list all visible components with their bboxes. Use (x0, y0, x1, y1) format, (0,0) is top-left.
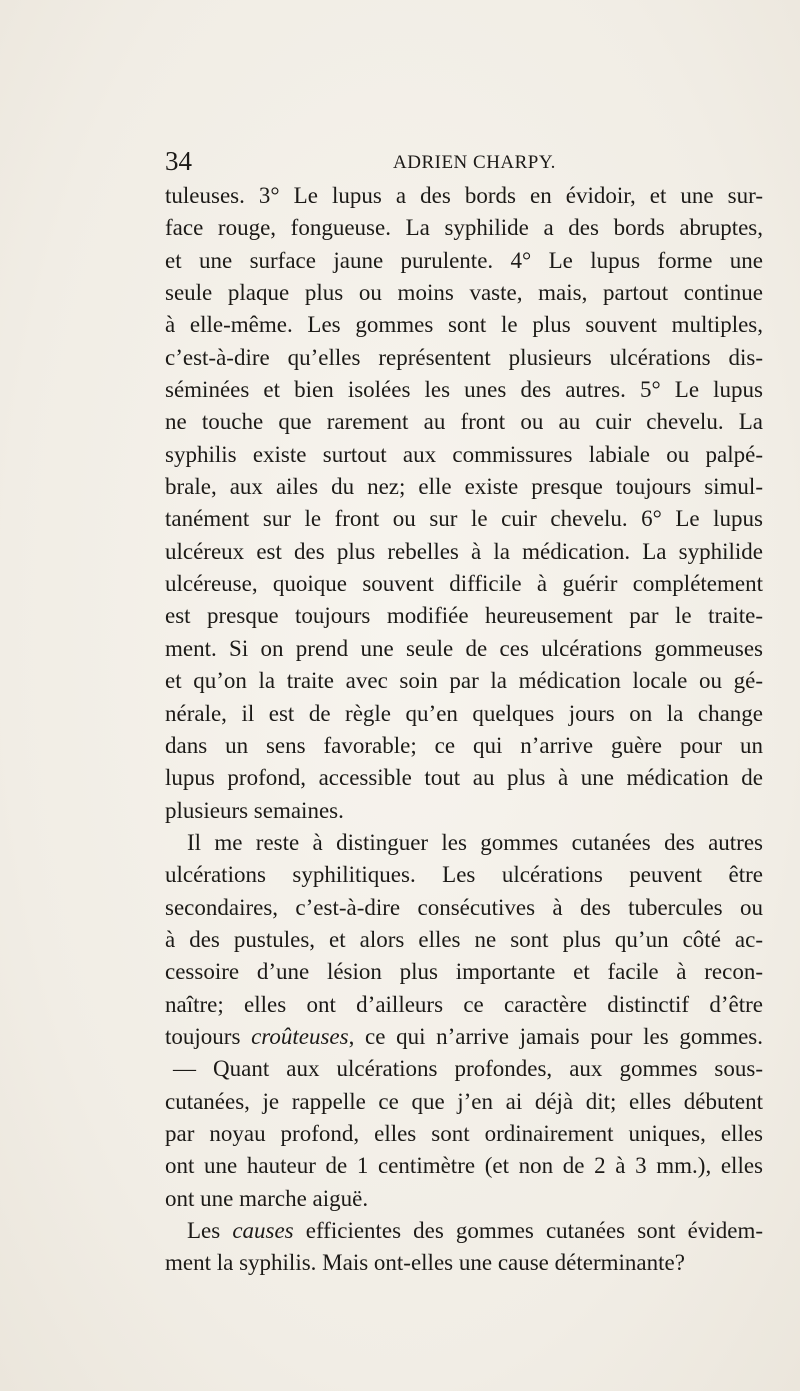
text-line: ont une hauteur de 1 centimètre (et non de 2 à 3 mm.), elles (165, 1153, 763, 1179)
text-line: ne touche que rarement au front ou au cuir chevelu. La (165, 409, 763, 435)
emphasis-croûteuses: croûteuses (251, 1023, 349, 1049)
text-line: à elle-même. Les gommes sont le plus souvent multiples, (165, 312, 763, 338)
page-number: 34 (165, 146, 192, 176)
text-line-croûteuses (165, 1021, 763, 1053)
text-line: séminées et bien isolées les unes des autres. 5° Le lupus (165, 377, 763, 403)
text-line: à des pustules, et alors elles ne sont plus qu’un côté ac- (165, 926, 763, 952)
running-head: ADRIEN CHARPY. (393, 152, 556, 173)
text-line: brale, aux ailes du nez; elle existe presque toujours simul- (165, 474, 763, 500)
text-line: secondaires, c’est-à-dire consécutives à des tubercules ou (165, 894, 763, 920)
text-line: ulcérations syphilitiques. Les ulcérations peuvent être (165, 862, 763, 888)
text-line: et une surface jaune purulente. 4° Le lupus forme une (165, 247, 763, 273)
text-line: cutanées, je rappelle ce que j’en ai déjà dit; elles débutent (165, 1088, 763, 1114)
text-run: , ce qui n’arrive jamais pour les gommes. (348, 1023, 764, 1049)
emphasis-causes: causes (232, 1218, 294, 1243)
text-line: tuleuses. 3° Le lupus a des bords en évidoir, et une sur- (165, 183, 763, 208)
text-line: dans un sens favorable; ce qui n’arrive guère pour un (165, 732, 763, 758)
text-line: Il me reste à distinguer les gommes cutanées des autres (187, 829, 763, 855)
text-run: toujours (165, 1023, 241, 1049)
text-line: est presque toujours modifiée heureusement par le traite- (165, 603, 763, 629)
text-line: seule plaque plus ou moins vaste, mais, partout continue (165, 280, 763, 306)
page-header (165, 144, 763, 178)
text-line: — Quant aux ulcérations profondes, aux gommes sous- (173, 1056, 763, 1082)
text-line: ulcéreuse, quoique souvent difficile à guérir complétement (165, 571, 763, 597)
text-line: syphilis existe surtout aux commissures labiale ou palpé- (165, 441, 763, 467)
text-line: ulcéreux est des plus rebelles à la médication. La syphilide (165, 538, 763, 564)
text-line: c’est-à-dire qu’elles représentent plusieurs ulcérations dis- (165, 344, 763, 370)
text-run: Les (187, 1218, 221, 1243)
text-line: cessoire d’une lésion plus importante et facile à recon- (165, 959, 763, 985)
text-line: nérale, il est de règle qu’en quelques jours on la change (165, 700, 763, 726)
text-line-causes (165, 1215, 763, 1247)
text-line: naître; elles ont d’ailleurs ce caractère distinctif d’être (165, 991, 763, 1017)
text-line: face rouge, fongueuse. La syphilide a des bords abruptes, (165, 215, 763, 241)
text-line: ment la syphilis. Mais ont-elles une cause déterminante? (165, 1250, 685, 1276)
text-run: efficientes des gommes cutanées sont évidem- (305, 1218, 763, 1243)
text-line: tanément sur le front ou sur le cuir chevelu. 6° Le lupus (165, 506, 763, 532)
text-line: ont une marche aiguë. (165, 1185, 369, 1211)
text-line: par noyau profond, elles sont ordinairement uniques, elles (165, 1120, 763, 1146)
text-line: et qu’on la traite avec soin par la médication locale ou gé- (165, 668, 763, 694)
body-text (165, 180, 763, 1280)
text-line: lupus profond, accessible tout au plus à une médication de (165, 765, 763, 791)
text-line: plusieurs semaines. (165, 797, 344, 823)
text-line: ment. Si on prend une seule de ces ulcérations gommeuses (165, 635, 763, 661)
